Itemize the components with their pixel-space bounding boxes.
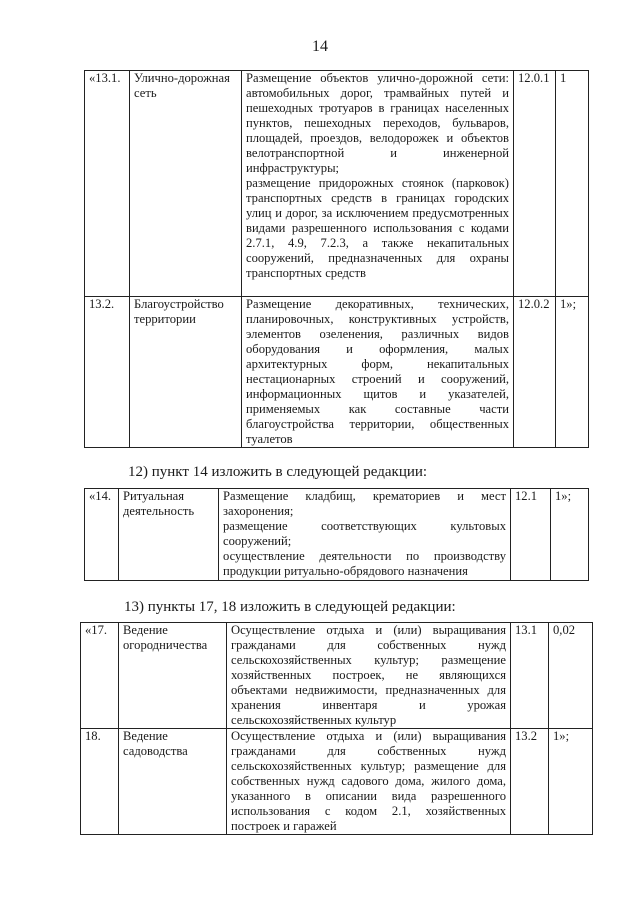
row-value: 1»;	[556, 297, 589, 448]
row-number: «14.	[85, 489, 119, 581]
description-paragraph: Осуществление отдыха и (или) выращивания гражданами для собственных нужд сельскохозяйственных культур; размещение для собственных нужд садового дома, жилого дома, указанного в описании вида разрешенного использования с кодом 2.1, хозяйственных построек и гаражей	[231, 729, 506, 833]
row-description	[227, 623, 511, 729]
row-number: «17.	[81, 623, 119, 729]
row-name: Благоустройство территории	[130, 297, 242, 448]
land-use-table-1	[84, 70, 589, 448]
row-value: 1	[556, 71, 589, 297]
description-paragraph: Размещение декоративных, технических, планировочных, конструктивных устройств, элементов озеленения, различных видов оборудования и оформления, малых архитектурных форм, некапитальных нестационарных строений и сооружений, информационных щитов и указателей, применяемых как составные части благоустройства территории, общественных туалетов	[246, 297, 509, 446]
table-row	[81, 623, 593, 729]
table-row	[85, 489, 589, 581]
row-code: 12.1	[511, 489, 551, 581]
table-row	[85, 297, 589, 448]
section-heading-13: 13) пункты 17, 18 изложить в следующей редакции:	[124, 599, 456, 615]
description-paragraph: осуществление деятельности по производству продукции ритуально-обрядового назначения	[223, 549, 506, 578]
description-paragraph: Размещение кладбищ, крематориев и мест захоронения;	[223, 489, 506, 518]
row-description	[227, 729, 511, 835]
description-paragraph: Размещение объектов улично-дорожной сети: автомобильных дорог, трамвайных путей и пешеходных тротуаров в границах населенных пунктов, пешеходных переходов, бульваров, площадей, проездов, велодорожек и объектов велотранспортной и инженерной инфраструктуры;	[246, 71, 509, 175]
description-paragraph: Осуществление отдыха и (или) выращивания гражданами для собственных нужд сельскохозяйственных культур; размещение хозяйственных построек, не являющихся объектами недвижимости, предназначенных для хранения инвентаря и урожая сельскохозяйственных культур	[231, 623, 506, 727]
row-code: 12.0.1	[514, 71, 556, 297]
row-code: 12.0.2	[514, 297, 556, 448]
row-code: 13.1	[511, 623, 549, 729]
row-value: 1»;	[549, 729, 593, 835]
row-name: Ритуальная деятельность	[119, 489, 219, 581]
land-use-table-2	[84, 488, 589, 581]
row-number: «13.1.	[85, 71, 130, 297]
table-row	[81, 729, 593, 835]
row-code: 13.2	[511, 729, 549, 835]
description-paragraph: размещение соответствующих культовых сооружений;	[223, 519, 506, 548]
row-number: 18.	[81, 729, 119, 835]
row-value: 1»;	[551, 489, 589, 581]
section-heading-12: 12) пункт 14 изложить в следующей редакции:	[128, 464, 428, 480]
description-paragraph: размещение придорожных стоянок (парковок) транспортных средств в границах городских улиц и дорог, за исключением предусмотренных видами разрешенного использования с кодами 2.7.1, 4.9, 7.2.3, а также некапитальных сооружений, предназначенных для охраны транспортных средств	[246, 176, 509, 280]
table-row	[85, 71, 589, 297]
land-use-table-3	[80, 622, 593, 835]
row-name: Ведение садоводства	[119, 729, 227, 835]
row-description	[242, 71, 514, 297]
row-name: Улично-дорожная сеть	[130, 71, 242, 297]
row-value: 0,02	[549, 623, 593, 729]
row-description	[242, 297, 514, 448]
row-description	[219, 489, 511, 581]
page-number: 14	[312, 38, 328, 55]
row-number: 13.2.	[85, 297, 130, 448]
row-name: Ведение огородничества	[119, 623, 227, 729]
